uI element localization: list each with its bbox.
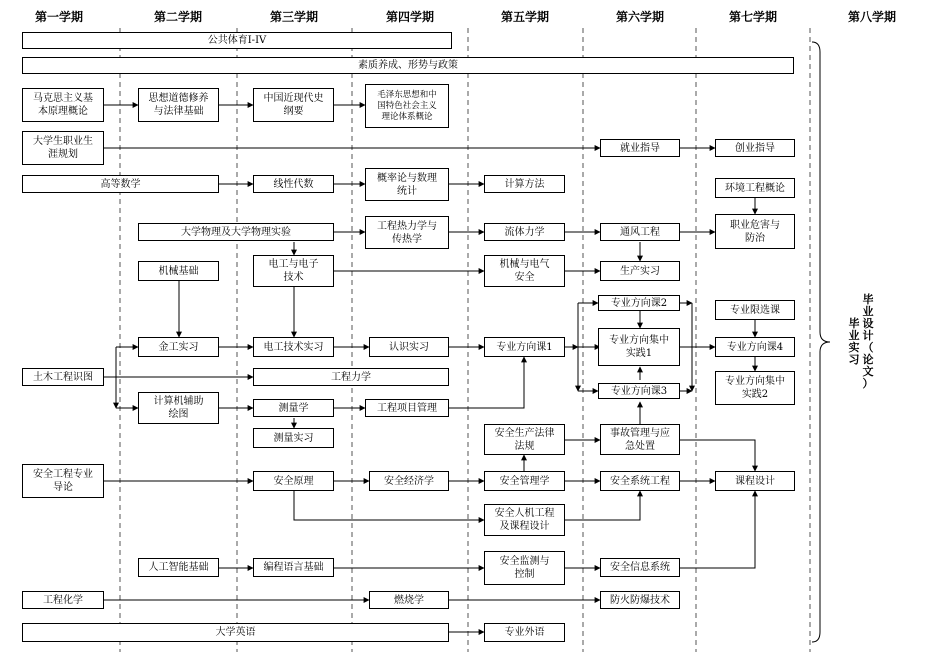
course-box-safety-econ [369,471,449,491]
course-label-line: 安全管理学 [499,475,550,487]
course-box-safety-principle [253,471,334,491]
semester-header-5: 第五学期 [500,10,549,24]
course-box-env [715,178,795,198]
course-label-line: 工程热力学与 [377,220,437,232]
course-box-prod [600,261,680,281]
course-label-line: 专业方向集中 [725,376,785,387]
course-label-line: 中国近现代史 [263,93,324,104]
course-label-line: 计算机辅助 [153,396,204,407]
course-label-line: 统计 [397,185,417,197]
course-box-startup [715,139,795,157]
semester-header-7: 第七学期 [728,10,777,24]
course-box-elec-prac [253,337,334,357]
semester-header-1: 第一学期 [34,10,83,24]
course-label-line: 法规 [514,440,535,452]
course-label-line: 通风工程 [620,226,660,238]
course-label-line: 防治 [745,232,765,244]
course-box-ergo [484,504,565,536]
course-box-pe [22,32,452,49]
course-label-line: 职业危害与 [730,219,780,231]
course-label-line: 专业方向课3 [610,385,668,397]
course-label-line: 安全 [514,272,535,283]
course-box-history [253,88,334,122]
course-box-civil [22,368,104,386]
course-label-line: 安全经济学 [384,475,434,487]
course-label-line: 机械基础 [158,265,199,277]
course-label-line: 安全生产法律 [494,427,555,439]
course-label-line: 安全人机工程 [494,508,555,519]
course-label-line: 本原理概论 [38,106,88,117]
semester-dividers [120,28,810,652]
course-box-cog [369,337,449,357]
course-label-line: 测量实习 [273,432,314,444]
course-label-line: 毛泽东思想和中 [377,89,437,100]
course-box-chem [22,591,104,609]
course-box-major3 [598,383,680,399]
course-label-line: 纲要 [283,106,304,117]
course-label-line: 课程设计 [735,475,775,487]
course-box-mech [138,261,219,281]
course-box-info [600,558,680,577]
semester-header-3: 第三学期 [269,10,318,24]
course-label-line: 安全原理 [273,475,314,487]
course-label-line: 工程项目管理 [377,402,437,414]
course-label-line: 创业指导 [735,142,775,154]
course-box-career-plan [22,131,104,165]
course-box-quality [22,57,794,74]
course-box-physics [138,223,334,241]
course-box-mechanics [253,368,449,386]
course-box-elective [715,300,795,320]
course-box-survey-prac [253,428,334,448]
course-box-fluid [484,223,565,241]
course-box-proj [365,399,449,417]
course-box-safety-mgmt [484,471,565,491]
course-label-line: 土木工程识图 [33,371,93,383]
course-label-line: 就业指导 [620,142,660,154]
course-box-cad [138,392,219,424]
course-box-monitor [484,551,565,585]
course-label-line: 电工技术实习 [263,341,324,353]
course-label-line: 专业方向课4 [726,341,784,353]
course-label-line: 燃烧学 [394,594,424,606]
course-box-vent [600,223,680,241]
course-label-line: 素质养成、形势与政策 [358,60,458,71]
course-label-line: 实践1 [625,348,653,359]
semester-header-4: 第四学期 [385,10,434,24]
course-label-line: 国特色社会主义 [377,100,437,111]
course-label-line: 及课程设计 [499,521,550,532]
course-label-line: 专业方向课1 [496,341,553,353]
course-box-foreign [484,623,565,642]
course-box-thermo [365,216,449,249]
course-box-accident [600,424,680,455]
course-label-line: 流体力学 [504,226,545,238]
course-label-line: 编程语言基础 [263,562,324,573]
course-box-marx [22,88,104,122]
course-label-line: 专业限选课 [730,304,780,316]
course-box-safety-intro [22,464,104,498]
course-label-line: 机械与电气 [499,259,550,270]
course-box-math [22,175,219,193]
course-label-line: 安全监测与 [499,556,550,567]
course-label-line: 理论体系概论 [381,111,433,122]
course-label-line: 生产实习 [620,265,660,277]
course-label-line: 工程力学 [331,371,371,383]
course-label-line: 传热学 [392,233,422,245]
course-label-line: 技术 [283,272,304,283]
course-box-major-p2 [715,371,795,405]
course-box-survey [253,399,334,417]
graduation-design-label: 毕 业 设 计 （ 论 文 ） [862,293,874,390]
course-label-line: 计算方法 [504,178,545,190]
course-box-prog [253,558,334,577]
course-box-ai [138,558,219,577]
course-label-line: 防火防爆技术 [610,594,670,606]
course-label-line: 涯规划 [48,149,78,160]
course-label-line: 概率论与数理 [377,172,437,184]
course-box-combustion [369,591,449,609]
course-label-line: 专业方向集中 [609,335,669,346]
course-label-line: 急处置 [625,440,655,452]
course-label-line: 测量学 [278,402,309,414]
course-label-line: 实践2 [741,389,769,400]
course-box-employment [600,139,680,157]
course-label-line: 大学生职业生 [33,136,93,147]
course-label-line: 事故管理与应 [610,427,670,439]
course-label-line: 人工智能基础 [148,562,209,573]
course-label-line: 公共体育I-IV [207,35,267,46]
course-label-line: 安全系统工程 [610,475,670,487]
graduation-practice-label: 毕 业 实 习 [848,317,860,366]
course-label-line: 电工与电子 [268,259,319,270]
course-box-elec [253,255,334,287]
course-box-safety-law [484,424,565,455]
course-box-linear [253,175,334,193]
semester-header-8: 第八学期 [847,10,896,24]
course-box-fire [600,591,680,609]
course-label-line: 绘图 [168,409,189,420]
course-box-metal [138,337,219,357]
course-box-prob [365,168,449,201]
graduation-brace [812,42,830,642]
course-label-line: 与法律基础 [153,106,204,117]
course-box-course-design [715,471,795,491]
course-label-line: 大学物理及大学物理实验 [181,226,291,238]
course-box-ethics [138,88,219,122]
course-label-line: 专业外语 [504,627,545,638]
course-label-line: 环境工程概论 [725,182,785,194]
course-box-major1 [484,337,565,357]
course-label-line: 认识实习 [389,341,429,353]
course-box-major-p1 [598,328,680,366]
course-label-line: 线性代数 [273,178,314,190]
course-label-line: 马克思主义基 [33,93,93,104]
course-box-calc [484,175,565,193]
course-box-occ [715,214,795,249]
course-label-line: 专业方向课2 [610,297,668,309]
course-box-mech-elec [484,255,565,287]
course-box-major2 [598,295,680,311]
course-box-major4 [715,337,795,357]
course-label-line: 金工实习 [158,341,199,353]
course-label-line: 控制 [514,569,535,580]
course-label-line: 大学英语 [215,627,256,638]
course-label-line: 导论 [53,482,73,493]
semester-header-6: 第六学期 [615,10,664,24]
course-label-line: 安全信息系统 [610,562,670,573]
course-label-line: 思想道德修养 [148,93,209,104]
semester-header-2: 第二学期 [153,10,202,24]
course-box-english [22,623,449,642]
course-box-safety-sys [600,471,680,491]
course-label-line: 工程化学 [43,594,83,606]
course-label-line: 高等数学 [100,178,141,190]
course-label-line: 安全工程专业 [33,469,93,480]
course-box-mao [365,84,449,128]
